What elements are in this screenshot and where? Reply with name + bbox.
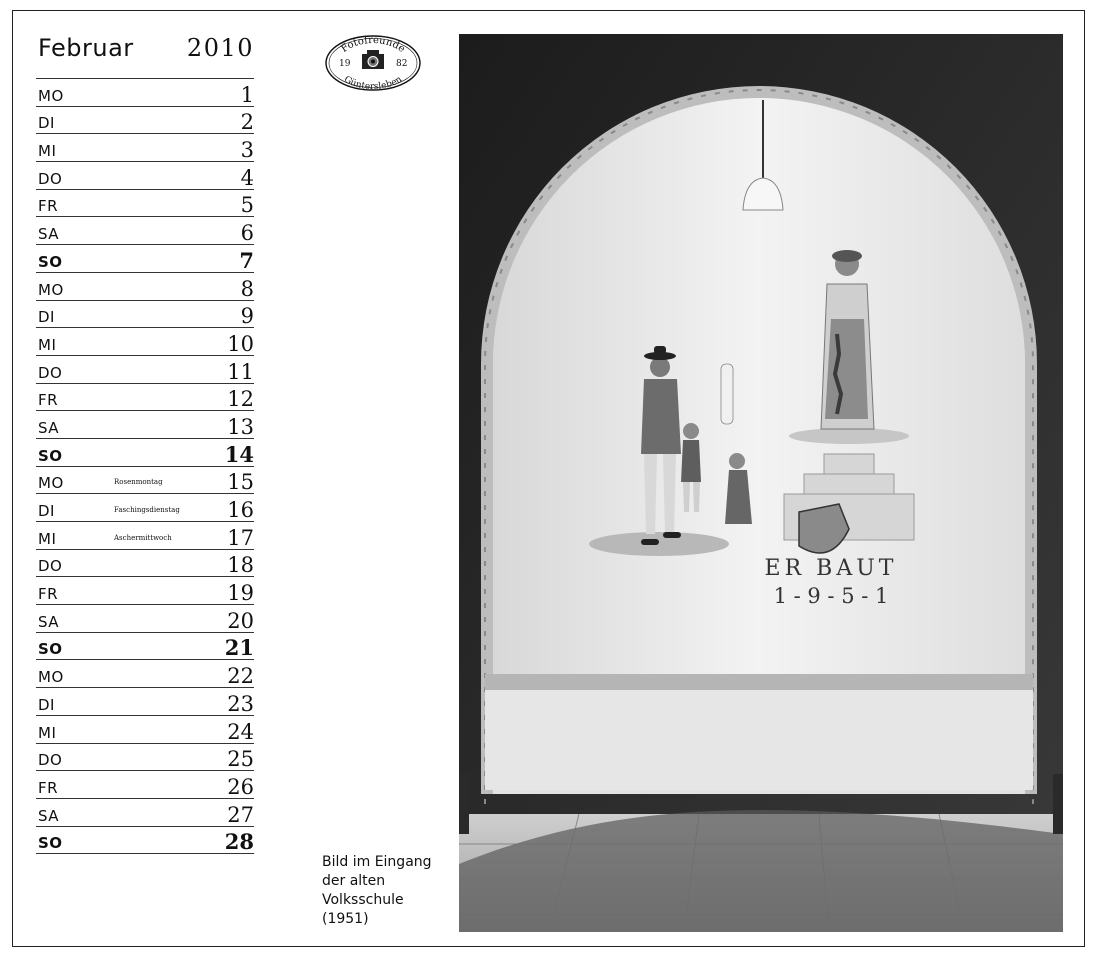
calendar-header	[36, 30, 254, 78]
weekday-label: FR	[38, 585, 59, 604]
day-number: 19	[227, 581, 254, 606]
weekday-label: DI	[38, 308, 55, 327]
caption-line: Volksschule	[322, 892, 404, 908]
day-row	[36, 716, 254, 744]
day-number: 2	[240, 110, 254, 135]
day-row	[36, 799, 254, 827]
day-row	[36, 301, 254, 329]
weekday-label: DO	[38, 169, 63, 188]
day-number: 9	[240, 304, 254, 329]
day-number: 27	[227, 802, 254, 827]
svg-text:ER BAUT: ER BAUT	[764, 556, 898, 581]
day-row	[36, 162, 254, 190]
day-number: 3	[240, 138, 254, 163]
day-number: 28	[224, 829, 254, 855]
weekday-label: DI	[38, 114, 55, 133]
day-number: 17	[227, 525, 254, 550]
day-row	[36, 550, 254, 578]
weekday-label: DO	[38, 363, 63, 382]
day-number: 18	[227, 553, 254, 578]
day-number: 13	[227, 414, 254, 439]
weekday-label: SO	[38, 446, 63, 465]
svg-text:1 - 9 - 5 - 1: 1 - 9 - 5 - 1	[773, 584, 889, 608]
weekday-label: MO	[38, 668, 64, 687]
svg-text:19: 19	[339, 59, 351, 69]
day-row	[36, 134, 254, 162]
month-title: Februar	[38, 34, 134, 62]
weekday-label: MO	[38, 474, 64, 493]
day-list	[36, 78, 254, 854]
weekday-label: DI	[38, 695, 55, 714]
caption-line: (1951)	[322, 911, 369, 927]
day-row	[36, 356, 254, 384]
day-number: 10	[227, 331, 254, 356]
day-row	[36, 522, 254, 550]
day-row	[36, 494, 254, 522]
svg-text:Güntersleben: Güntersleben	[342, 74, 404, 92]
day-number: 20	[227, 608, 254, 633]
day-number: 22	[227, 664, 254, 689]
weekday-label: SA	[38, 225, 60, 244]
day-number: 8	[240, 276, 254, 301]
weekday-label: DO	[38, 557, 63, 576]
day-number: 14	[224, 441, 254, 467]
day-number: 12	[227, 387, 254, 412]
day-number: 15	[227, 470, 254, 495]
day-number: 4	[240, 165, 254, 190]
weekday-label: DI	[38, 502, 55, 520]
day-number: 1	[240, 82, 254, 107]
school-entrance-photo	[459, 34, 1063, 932]
day-row	[36, 190, 254, 218]
day-row	[36, 79, 254, 107]
weekday-label: FR	[38, 778, 59, 797]
day-row	[36, 660, 254, 688]
day-number: 6	[240, 221, 254, 246]
day-row	[36, 827, 254, 855]
holiday-label: Faschingsdienstag	[114, 506, 180, 514]
photo-caption	[322, 853, 452, 929]
day-row	[36, 107, 254, 135]
weekday-label: MI	[38, 335, 57, 354]
day-number: 16	[227, 498, 254, 522]
day-number: 7	[239, 247, 254, 273]
weekday-label: SA	[38, 612, 60, 631]
caption-line: Bild im Eingang	[322, 854, 432, 870]
day-row	[36, 411, 254, 439]
weekday-label: MO	[38, 280, 64, 299]
weekday-label: SO	[38, 834, 63, 853]
day-row	[36, 577, 254, 605]
weekday-label: DO	[38, 751, 63, 770]
holiday-label: Aschermittwoch	[114, 533, 172, 542]
svg-text:Fotofreunde: Fotofreunde	[339, 34, 407, 55]
weekday-label: MI	[38, 723, 57, 742]
weekday-label: SA	[38, 418, 60, 437]
day-number: 25	[227, 747, 254, 772]
weekday-label: FR	[38, 391, 59, 410]
weekday-label: MI	[38, 142, 57, 161]
day-number: 5	[240, 193, 254, 218]
day-row	[36, 384, 254, 412]
fotofreunde-logo	[324, 34, 422, 92]
day-number: 24	[227, 719, 254, 744]
day-row	[36, 217, 254, 245]
day-number: 23	[227, 691, 254, 716]
day-number: 21	[224, 635, 254, 661]
holiday-label: Rosenmontag	[114, 478, 163, 487]
caption-line: der alten	[322, 873, 386, 889]
weekday-label: MI	[38, 529, 57, 548]
day-row	[36, 439, 254, 467]
day-row	[36, 688, 254, 716]
weekday-label: SO	[38, 252, 63, 271]
day-row	[36, 245, 254, 273]
day-row	[36, 633, 254, 661]
weekday-label: MO	[38, 86, 64, 105]
calendar	[36, 30, 254, 854]
day-row	[36, 771, 254, 799]
weekday-label: SO	[38, 640, 63, 659]
weekday-label: FR	[38, 197, 59, 216]
day-number: 11	[227, 359, 254, 384]
day-row	[36, 605, 254, 633]
day-row	[36, 744, 254, 772]
day-number: 26	[227, 774, 254, 799]
svg-text:82: 82	[396, 59, 408, 69]
day-row	[36, 328, 254, 356]
day-row	[36, 273, 254, 301]
year-title: 2010	[186, 34, 254, 62]
day-row	[36, 467, 254, 495]
weekday-label: SA	[38, 806, 60, 825]
